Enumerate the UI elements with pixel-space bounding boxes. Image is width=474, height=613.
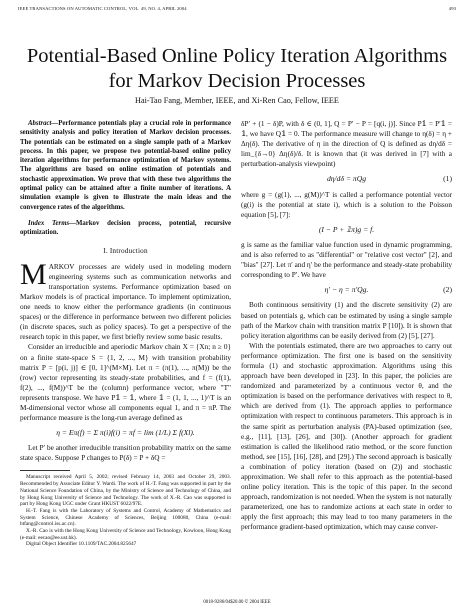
title-line-2: for Markov Decision Processes [108,70,366,92]
page-number: 493 [448,6,456,11]
title-line-1: Potential-Based Online Policy Iteration Algorithms [26,45,448,67]
right-column [241,119,452,533]
journal-header: IEEE TRANSACTIONS ON AUTOMATIC CONTROL, VOL. 49, NO. 4, APRIL 2004 [18,6,187,11]
footnote-cao: X.-R. Cao is with the Hong Kong University of Science and Technology, Kowloon, Hong Kong (e-mail: eecao@ee.ust.hk). [20,528,231,541]
footnote-doi: Digital Object Identifier 10.1109/TAC.2004.825647 [26,541,137,548]
equation-2-number: (2) [443,285,452,295]
right-paragraph-1: δP′ + (1 − δ)P, with δ ∈ (0, 1], Q = P′ − P = [q(i, j)]. Since P𝟙 = P′𝟙 = 𝟙, we have Q𝟙 = 0. The performance measure will change to η(δ) = η + Δη(δ). The derivative of η in the direction of Q is defined as dη/dδ = lim_{δ→0} Δη(δ)/δ. It is known that (it was derived in [7] with a perturbation-analysis viewpoint) [241,120,452,169]
author-line: Hai-Tao Fang, Member, IEEE, and Xi-Ren Cao, Fellow, IEEE [135,96,339,105]
equation-1 [241,174,452,184]
abstract-label: Abstract— [28,120,59,127]
right-paragraph-3: g is same as the familiar value function used in dynamic programming, and is also referred to as "differential" or "relative cost vector" [2], and "bias" [27]. Let π′ and η′ be the performance and steady-state probability corresponding to P′. We have [241,240,453,280]
footnote-manuscript: Manuscript received April 5, 2002; revised February 14, 2003 and October 29, 2003. Recommended by Associate Editor Y. Wardi. The work of H.-T. Fang was supported in part by the National Science Foundation of China, by the Ministry of Science and Technology of China, and by Hong Kong University of Science and Technology. The work of X.-R. Cao was supported in part by Hong Kong UGC under Grant HKUST 6022/97E. [20,474,231,508]
left-column [20,119,231,548]
abstract [20,119,231,212]
abstract-text: Performance potentials play a crucial role in performance sensitivity analysis and policy iteration of Markov decision processes. The potentials can be estimated on a single sample path of a Markov process. In this paper, we propose two potential-based online policy iteration algorithms for performance optimization of Markov systems. The algorithms are based on online estimation of potentials and stochastic approximation. We prove that with these two algorithms the optimal policy can be attained after a finite number of iterations. A simulation example is given to illustrate the main ideas and the convergence rates of the algorithms. [20,120,231,211]
poisson-equation: (I − P + 𝟙π)g = f. [318,224,375,234]
right-paragraph-4: Both continuous sensitivity (1) and the discrete sensitivity (2) are based on potentials g, which can be estimated by using a single sample path of the Markov chain with transition matrix P [10]). It is shown that policy iteration algorithms can be easily derived from (2) [5], [27]. [241,301,452,340]
index-terms [20,219,231,238]
intro-paragraph-1 [20,257,231,343]
drop-cap: M [20,257,47,291]
footnote-fang: H.-T. Fang is with the Laboratory of Systems and Control, Academy of Mathematics and System Science, Chinese Academy of Sciences, Beijing 100080, China (e-mail: htfang@control.iss.ac.cn). [20,507,231,528]
equation-2-body: η′ − η = π′Qg. [324,285,369,295]
copyright-footer: 0018-9286/04$20.00 © 2004 IEEE [203,600,271,605]
intro-text-1: ARKOV processes are widely used in modeling modern engineering systems such as communication networks and transportation systems. Performance optimization based on Markov models is of practical importance. To implement optimization, one needs to know either the performance gradients (in continuous spaces) or the difference in performance between two different policies (in discrete spaces, such as policy spaces). To get a perspective of the research topic in this paper, we first briefly review some basic results. [20,262,231,342]
equation-eta: η = Eπ(f) = Σ π(i)f(i) = πf = lim (1/L) Σ f(Xl). [56,428,195,438]
section-heading: I. Introduction [103,246,148,255]
equation-1-body: dη/dδ = πQg [326,174,366,184]
paper-title [18,44,456,94]
footnote-divider [20,470,70,471]
equation-2 [241,285,452,295]
intro-paragraph-2: Consider an irreducible and aperiodic Markov chain X = {Xn; n ≥ 0} on a finite state-space S = {1, 2, ..., M} with transition probability matrix P = [p(i, j)] ∈ [0, 1]^(M×M). Let π = (π(1), ..., π(M)) be the (row) vector representing its steady-state probabilities, and f = (f(1), f(2), ..., f(M))^T be the (column) performance vector, where "T" represents transpose. We have P𝟙 = 𝟙, where 𝟙 = (1, 1, ..., 1)^T is an M-dimensional vector whose all components equal 1, and π = πP. The performance measure is the long-run average defined as [20,343,231,423]
running-header [18,6,456,14]
intro-paragraph-3: Let P′ be another irreducible transition probability matrix on the same state space. Suppose P changes to P(δ) = P + δQ = [20,444,231,463]
equation-1-number: (1) [443,174,452,184]
index-terms-label: Index Terms— [28,219,76,227]
footnotes [20,474,231,548]
index-terms-text: Markov decision process, potential, recursive optimization. [20,219,232,237]
right-paragraph-5: With the potentials estimated, there are two approaches to carry out performance optimization. The first one is based on the sensitivity formula (1) and stochastic approximation. Algorithms using this approach have been developed in [23]. In this paper, the policies are randomized and parameterized by a continuous vector θ, and the optimization is based on the performance derivatives with respect to θ, which are derived from (1). The approach applies to performance optimization with respect to continuous parameters. This approach is in the same spirit as perturbation analysis (PA)-based optimization (see, e.g., [11], [13], [26], and [30]). (Another approach for gradient estimation is called the likelihood ratio method, or the score function method, see [15], [16], [28], and [29].) The second approach is basically a combination of policy iteration (based on (2)) and stochastic approximation. We shall refer to this approach as the potential-based online policy iteration. This is the topic of this paper. In the second approach, randomization is not needed. When the system is not naturally parameterized, one has to randomize actions at each state in order to apply the first approach; this may lead to too many parameters in the performance gradient-based optimization, which may cause conver- [241,341,452,532]
right-paragraph-2: where g = (g(1), ..., g(M))^T is called a performance potential vector (g(i) is the potential at state i), which is a solution to the Poisson equation [5], [7]: [241,190,452,219]
